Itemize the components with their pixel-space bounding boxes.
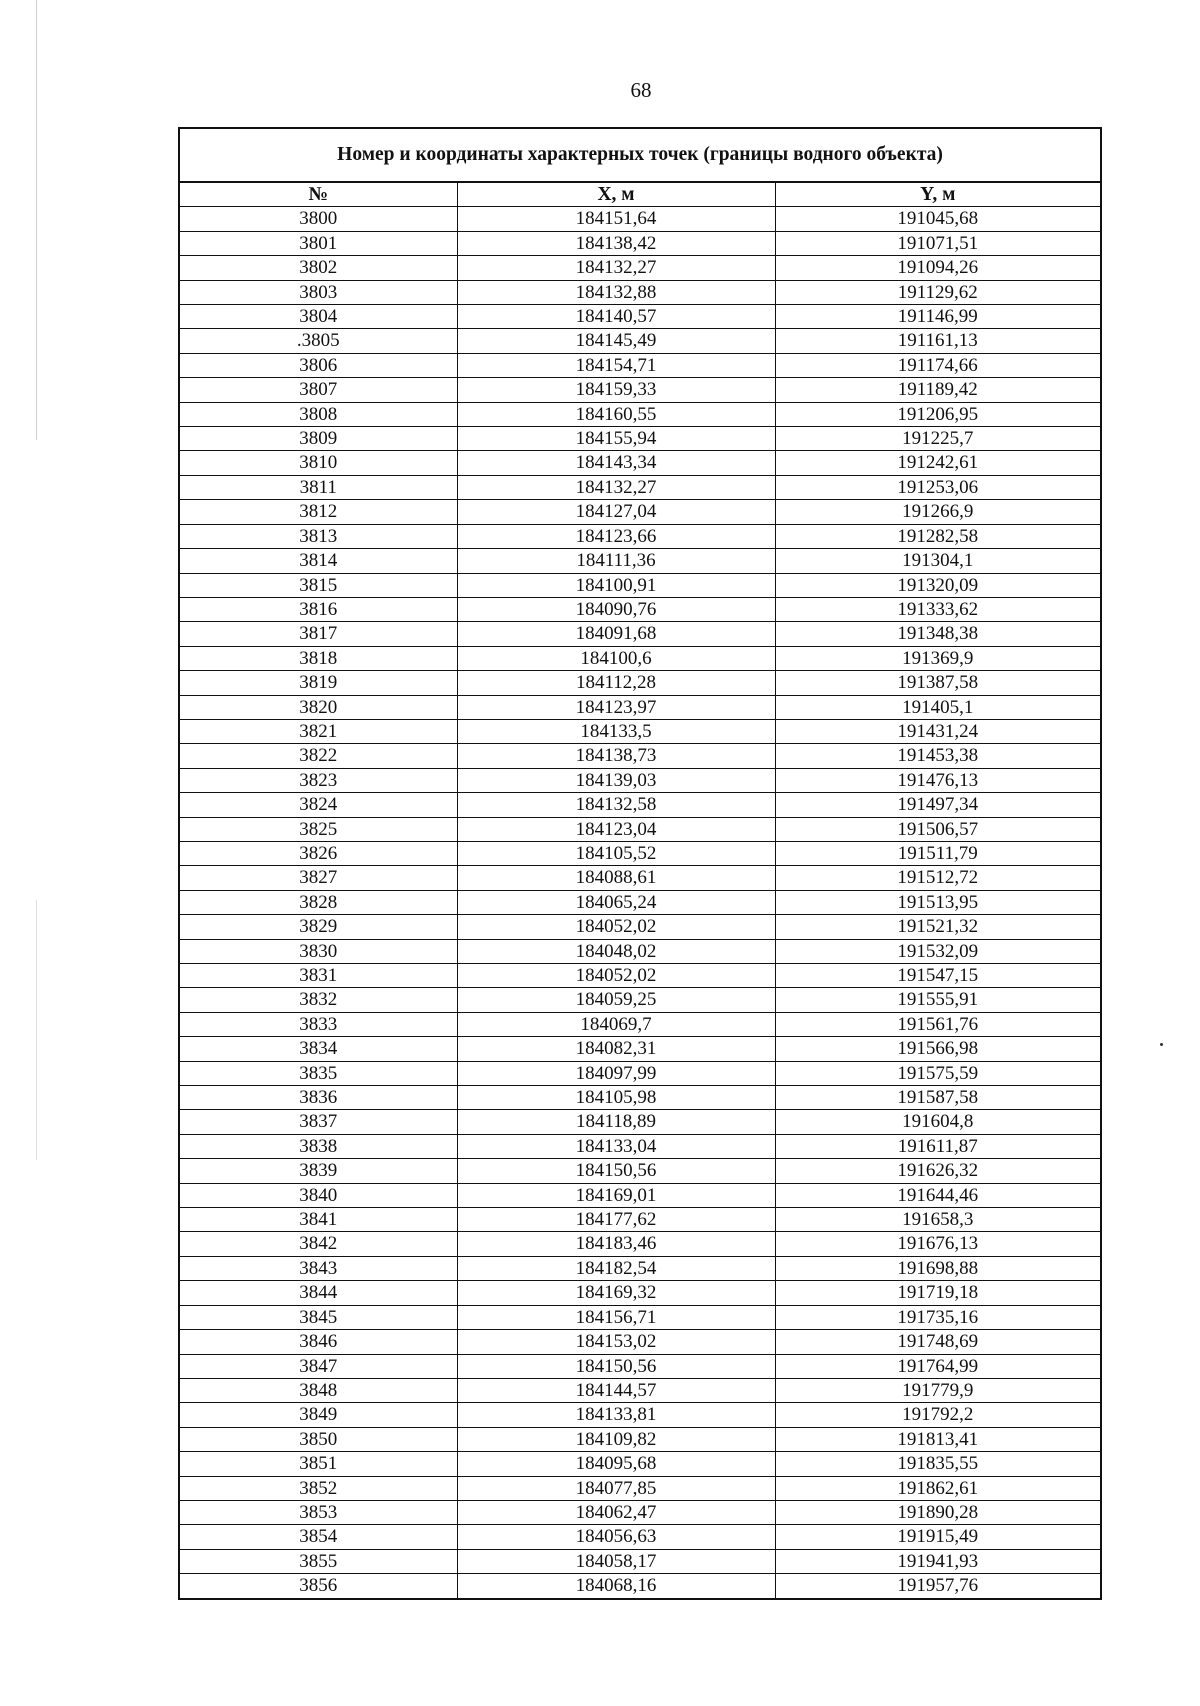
y-coordinate-cell: 191146,99	[775, 305, 1101, 329]
y-coordinate-cell: 191676,13	[775, 1232, 1101, 1256]
x-coordinate-cell: 184182,54	[457, 1256, 775, 1280]
page-number: 68	[630, 78, 652, 102]
x-coordinate-cell: 184160,55	[457, 402, 775, 426]
x-coordinate-cell: 184111,36	[457, 549, 775, 573]
y-coordinate-cell: 191835,55	[775, 1452, 1101, 1476]
x-coordinate-cell: 184123,97	[457, 695, 775, 719]
y-coordinate-cell: 191735,16	[775, 1305, 1101, 1329]
y-coordinate-cell: 191547,15	[775, 964, 1101, 988]
x-coordinate-cell: 184140,57	[457, 305, 775, 329]
table-row	[179, 768, 1101, 792]
table-row	[179, 1159, 1101, 1183]
point-number-cell: 3833	[179, 1012, 457, 1036]
point-number-cell: 3808	[179, 402, 457, 426]
scan-edge-line	[36, 0, 37, 440]
table-row	[179, 866, 1101, 890]
point-number-cell: 3814	[179, 549, 457, 573]
table-row	[179, 378, 1101, 402]
x-coordinate-cell: 184133,81	[457, 1403, 775, 1427]
point-number-cell: 3820	[179, 695, 457, 719]
table-row	[179, 817, 1101, 841]
y-coordinate-cell: 191644,46	[775, 1183, 1101, 1207]
point-number-cell: 3841	[179, 1208, 457, 1232]
table-row	[179, 890, 1101, 914]
x-coordinate-cell: 184100,91	[457, 573, 775, 597]
point-number-cell: 3817	[179, 622, 457, 646]
x-coordinate-cell: 184056,63	[457, 1525, 775, 1549]
x-coordinate-cell: 184109,82	[457, 1427, 775, 1451]
table-row	[179, 1476, 1101, 1500]
y-coordinate-cell: 191521,32	[775, 915, 1101, 939]
x-coordinate-cell: 184090,76	[457, 597, 775, 621]
point-number-cell: 3829	[179, 915, 457, 939]
y-coordinate-cell: 191792,2	[775, 1403, 1101, 1427]
x-coordinate-cell: 184132,27	[457, 256, 775, 280]
y-coordinate-cell: 191320,09	[775, 573, 1101, 597]
coordinates-table	[178, 127, 1102, 1600]
point-number-cell: 3815	[179, 573, 457, 597]
y-coordinate-cell: 191453,38	[775, 744, 1101, 768]
table-row	[179, 622, 1101, 646]
point-number-cell: 3824	[179, 793, 457, 817]
point-number-cell: 3823	[179, 768, 457, 792]
table-row	[179, 939, 1101, 963]
point-number-cell: 3802	[179, 256, 457, 280]
point-number-cell: 3849	[179, 1403, 457, 1427]
y-coordinate-cell: 191862,61	[775, 1476, 1101, 1500]
table-row	[179, 1354, 1101, 1378]
y-coordinate-cell: 191512,72	[775, 866, 1101, 890]
y-coordinate-cell: 191532,09	[775, 939, 1101, 963]
x-coordinate-cell: 184150,56	[457, 1159, 775, 1183]
table-row	[179, 280, 1101, 304]
point-number-cell: 3843	[179, 1256, 457, 1280]
y-coordinate-cell: 191561,76	[775, 1012, 1101, 1036]
x-coordinate-cell: 184127,04	[457, 500, 775, 524]
x-coordinate-cell: 184132,88	[457, 280, 775, 304]
x-coordinate-cell: 184118,89	[457, 1110, 775, 1134]
column-header-number: №	[179, 182, 457, 207]
y-coordinate-cell: 191266,9	[775, 500, 1101, 524]
point-number-cell: 3836	[179, 1086, 457, 1110]
x-coordinate-cell: 184150,56	[457, 1354, 775, 1378]
table-row	[179, 1525, 1101, 1549]
y-coordinate-cell: 191476,13	[775, 768, 1101, 792]
y-coordinate-cell: 191941,93	[775, 1549, 1101, 1573]
x-coordinate-cell: 184183,46	[457, 1232, 775, 1256]
scan-edge-line	[36, 900, 37, 1160]
y-coordinate-cell: 191045,68	[775, 207, 1101, 231]
x-coordinate-cell: 184058,17	[457, 1549, 775, 1573]
point-number-cell: 3806	[179, 353, 457, 377]
x-coordinate-cell: 184100,6	[457, 646, 775, 670]
y-coordinate-cell: 191764,99	[775, 1354, 1101, 1378]
point-number-cell: 3813	[179, 524, 457, 548]
table-row	[179, 964, 1101, 988]
table-row	[179, 793, 1101, 817]
point-number-cell: 3812	[179, 500, 457, 524]
point-number-cell: 3826	[179, 841, 457, 865]
x-coordinate-cell: 184139,03	[457, 768, 775, 792]
table-row	[179, 329, 1101, 353]
y-coordinate-cell: 191497,34	[775, 793, 1101, 817]
point-number-cell: 3842	[179, 1232, 457, 1256]
x-coordinate-cell: 184138,42	[457, 231, 775, 255]
y-coordinate-cell: 191611,87	[775, 1134, 1101, 1158]
table-row	[179, 1330, 1101, 1354]
x-coordinate-cell: 184048,02	[457, 939, 775, 963]
x-coordinate-cell: 184069,7	[457, 1012, 775, 1036]
x-coordinate-cell: 184065,24	[457, 890, 775, 914]
y-coordinate-cell: 191304,1	[775, 549, 1101, 573]
table-row	[179, 573, 1101, 597]
point-number-cell: 3818	[179, 646, 457, 670]
table-body	[179, 207, 1101, 1599]
point-number-cell: .3805	[179, 329, 457, 353]
scan-speck	[1160, 1043, 1163, 1046]
x-coordinate-cell: 184169,01	[457, 1183, 775, 1207]
x-coordinate-cell: 184097,99	[457, 1061, 775, 1085]
point-number-cell: 3822	[179, 744, 457, 768]
point-number-cell: 3847	[179, 1354, 457, 1378]
x-coordinate-cell: 184132,58	[457, 793, 775, 817]
y-coordinate-cell: 191890,28	[775, 1500, 1101, 1524]
point-number-cell: 3830	[179, 939, 457, 963]
table-row	[179, 402, 1101, 426]
table-row	[179, 841, 1101, 865]
table-row	[179, 524, 1101, 548]
point-number-cell: 3854	[179, 1525, 457, 1549]
table-row	[179, 719, 1101, 743]
table-row	[179, 500, 1101, 524]
y-coordinate-cell: 191189,42	[775, 378, 1101, 402]
point-number-cell: 3811	[179, 475, 457, 499]
table-row	[179, 1232, 1101, 1256]
point-number-cell: 3852	[179, 1476, 457, 1500]
y-coordinate-cell: 191511,79	[775, 841, 1101, 865]
x-coordinate-cell: 184105,52	[457, 841, 775, 865]
point-number-cell: 3835	[179, 1061, 457, 1085]
table-row	[179, 475, 1101, 499]
point-number-cell: 3800	[179, 207, 457, 231]
point-number-cell: 3810	[179, 451, 457, 475]
x-coordinate-cell: 184088,61	[457, 866, 775, 890]
x-coordinate-cell: 184123,66	[457, 524, 775, 548]
y-coordinate-cell: 191566,98	[775, 1037, 1101, 1061]
table-row	[179, 1452, 1101, 1476]
point-number-cell: 3803	[179, 280, 457, 304]
table-row	[179, 1403, 1101, 1427]
y-coordinate-cell: 191719,18	[775, 1281, 1101, 1305]
x-coordinate-cell: 184105,98	[457, 1086, 775, 1110]
point-number-cell: 3834	[179, 1037, 457, 1061]
point-number-cell: 3819	[179, 671, 457, 695]
x-coordinate-cell: 184177,62	[457, 1208, 775, 1232]
x-coordinate-cell: 184095,68	[457, 1452, 775, 1476]
point-number-cell: 3855	[179, 1549, 457, 1573]
x-coordinate-cell: 184068,16	[457, 1574, 775, 1599]
x-coordinate-cell: 184144,57	[457, 1378, 775, 1402]
point-number-cell: 3850	[179, 1427, 457, 1451]
x-coordinate-cell: 184062,47	[457, 1500, 775, 1524]
table-row	[179, 305, 1101, 329]
y-coordinate-cell: 191369,9	[775, 646, 1101, 670]
table-row	[179, 1281, 1101, 1305]
y-coordinate-cell: 191387,58	[775, 671, 1101, 695]
column-header-x: X, м	[457, 182, 775, 207]
y-coordinate-cell: 191658,3	[775, 1208, 1101, 1232]
table-row	[179, 1086, 1101, 1110]
x-coordinate-cell: 184132,27	[457, 475, 775, 499]
y-coordinate-cell: 191405,1	[775, 695, 1101, 719]
x-coordinate-cell: 184112,28	[457, 671, 775, 695]
y-coordinate-cell: 191604,8	[775, 1110, 1101, 1134]
y-coordinate-cell: 191206,95	[775, 402, 1101, 426]
y-coordinate-cell: 191813,41	[775, 1427, 1101, 1451]
point-number-cell: 3837	[179, 1110, 457, 1134]
point-number-cell: 3809	[179, 427, 457, 451]
table-row	[179, 671, 1101, 695]
table-row	[179, 353, 1101, 377]
table-header-row	[179, 182, 1101, 207]
point-number-cell: 3840	[179, 1183, 457, 1207]
table-row	[179, 1549, 1101, 1573]
y-coordinate-cell: 191161,13	[775, 329, 1101, 353]
point-number-cell: 3856	[179, 1574, 457, 1599]
point-number-cell: 3825	[179, 817, 457, 841]
x-coordinate-cell: 184145,49	[457, 329, 775, 353]
column-header-y: Y, м	[775, 182, 1101, 207]
point-number-cell: 3831	[179, 964, 457, 988]
table-row	[179, 1574, 1101, 1599]
table-row	[179, 1378, 1101, 1402]
point-number-cell: 3828	[179, 890, 457, 914]
table-row	[179, 744, 1101, 768]
x-coordinate-cell: 184156,71	[457, 1305, 775, 1329]
table-row	[179, 988, 1101, 1012]
x-coordinate-cell: 184133,5	[457, 719, 775, 743]
table-row	[179, 915, 1101, 939]
table-row	[179, 1305, 1101, 1329]
x-coordinate-cell: 184059,25	[457, 988, 775, 1012]
x-coordinate-cell: 184153,02	[457, 1330, 775, 1354]
x-coordinate-cell: 184143,34	[457, 451, 775, 475]
table-row	[179, 1061, 1101, 1085]
table-row	[179, 597, 1101, 621]
y-coordinate-cell: 191915,49	[775, 1525, 1101, 1549]
table-row	[179, 231, 1101, 255]
table-row	[179, 1012, 1101, 1036]
point-number-cell: 3832	[179, 988, 457, 1012]
x-coordinate-cell: 184052,02	[457, 964, 775, 988]
y-coordinate-cell: 191555,91	[775, 988, 1101, 1012]
table-row	[179, 1134, 1101, 1158]
point-number-cell: 3821	[179, 719, 457, 743]
y-coordinate-cell: 191242,61	[775, 451, 1101, 475]
table-row	[179, 1427, 1101, 1451]
y-coordinate-cell: 191748,69	[775, 1330, 1101, 1354]
point-number-cell: 3838	[179, 1134, 457, 1158]
y-coordinate-cell: 191587,58	[775, 1086, 1101, 1110]
point-number-cell: 3848	[179, 1378, 457, 1402]
table-row	[179, 1110, 1101, 1134]
x-coordinate-cell: 184091,68	[457, 622, 775, 646]
table-row	[179, 451, 1101, 475]
y-coordinate-cell: 191348,38	[775, 622, 1101, 646]
point-number-cell: 3827	[179, 866, 457, 890]
point-number-cell: 3801	[179, 231, 457, 255]
x-coordinate-cell: 184082,31	[457, 1037, 775, 1061]
y-coordinate-cell: 191253,06	[775, 475, 1101, 499]
point-number-cell: 3804	[179, 305, 457, 329]
table-row	[179, 1500, 1101, 1524]
y-coordinate-cell: 191094,26	[775, 256, 1101, 280]
x-coordinate-cell: 184154,71	[457, 353, 775, 377]
y-coordinate-cell: 191174,66	[775, 353, 1101, 377]
table-row	[179, 1256, 1101, 1280]
y-coordinate-cell: 191575,59	[775, 1061, 1101, 1085]
y-coordinate-cell: 191333,62	[775, 597, 1101, 621]
x-coordinate-cell: 184151,64	[457, 207, 775, 231]
y-coordinate-cell: 191513,95	[775, 890, 1101, 914]
y-coordinate-cell: 191698,88	[775, 1256, 1101, 1280]
table-row	[179, 695, 1101, 719]
x-coordinate-cell: 184155,94	[457, 427, 775, 451]
point-number-cell: 3807	[179, 378, 457, 402]
x-coordinate-cell: 184077,85	[457, 1476, 775, 1500]
y-coordinate-cell: 191779,9	[775, 1378, 1101, 1402]
table-row	[179, 646, 1101, 670]
table-row	[179, 1037, 1101, 1061]
x-coordinate-cell: 184123,04	[457, 817, 775, 841]
y-coordinate-cell: 191506,57	[775, 817, 1101, 841]
point-number-cell: 3846	[179, 1330, 457, 1354]
point-number-cell: 3839	[179, 1159, 457, 1183]
point-number-cell: 3853	[179, 1500, 457, 1524]
y-coordinate-cell: 191626,32	[775, 1159, 1101, 1183]
table-row	[179, 1208, 1101, 1232]
y-coordinate-cell: 191129,62	[775, 280, 1101, 304]
y-coordinate-cell: 191071,51	[775, 231, 1101, 255]
table-row	[179, 427, 1101, 451]
x-coordinate-cell: 184138,73	[457, 744, 775, 768]
y-coordinate-cell: 191282,58	[775, 524, 1101, 548]
x-coordinate-cell: 184159,33	[457, 378, 775, 402]
table-title: Номер и координаты характерных точек (границы водного объекта)	[179, 128, 1101, 182]
table-row	[179, 549, 1101, 573]
y-coordinate-cell: 191431,24	[775, 719, 1101, 743]
table-row	[179, 207, 1101, 231]
point-number-cell: 3845	[179, 1305, 457, 1329]
table-row	[179, 256, 1101, 280]
point-number-cell: 3851	[179, 1452, 457, 1476]
x-coordinate-cell: 184169,32	[457, 1281, 775, 1305]
point-number-cell: 3844	[179, 1281, 457, 1305]
x-coordinate-cell: 184052,02	[457, 915, 775, 939]
x-coordinate-cell: 184133,04	[457, 1134, 775, 1158]
table-row	[179, 1183, 1101, 1207]
y-coordinate-cell: 191957,76	[775, 1574, 1101, 1599]
point-number-cell: 3816	[179, 597, 457, 621]
y-coordinate-cell: 191225,7	[775, 427, 1101, 451]
